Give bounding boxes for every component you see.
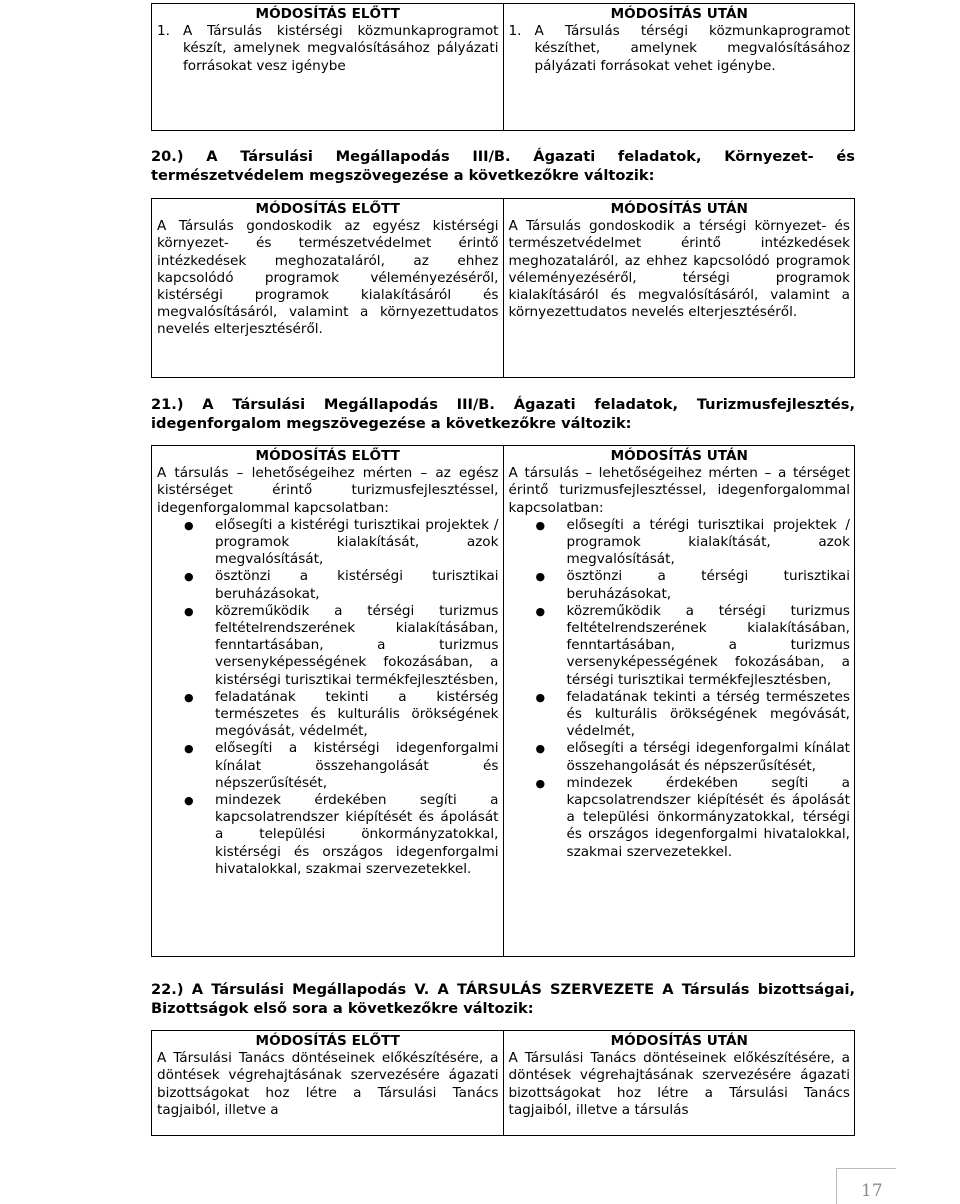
before-cell (152, 446, 504, 957)
after-text: A Társulás térségi közmunkaprogramot készíthet, amelynek megvalósításához pályázati forrásokat vehet igénybe. (534, 23, 850, 74)
bullet-item (157, 689, 499, 741)
bullet-icon: ● (535, 518, 546, 532)
heading-line: 21.) A Társulási Megállapodás III/B. Ágazati feladatok, Turizmusfejlesztés, (151, 396, 855, 413)
bullet-icon: ● (535, 690, 546, 704)
bullet-icon: ● (535, 776, 546, 790)
bullet-icon: ● (535, 570, 546, 584)
heading-line: Bizottságok első sora a következőkre változik: (151, 1000, 534, 1017)
before-text: A Társulás gondoskodik az egyész kistérségi környezet- és természetvédelmet érintő intézkedések meghozataláról, az ehhez kapcsolódó programok véleményezéséről, kistérségi programok kialakításáról és megvalósításáról, valamint a környezettudatos nevelés elterjesztéséről. (157, 218, 499, 338)
bullet-icon: ● (184, 570, 194, 584)
comparison-table-2 (151, 198, 855, 378)
after-cell (503, 4, 855, 131)
bullet-text: feladatának tekinti a térség természetes és kulturális örökségének megóvását, védelmét, (566, 688, 850, 740)
bullet-item (157, 740, 499, 792)
bullet-text: közreműködik a térségi turizmus feltételrendszerének kialakításában, fenntartásában, a turizmus versenyképességének fokozásában, a térségi turisztikai termékfejlesztésben, (566, 602, 850, 688)
bullet-text: ösztönzi a térségi turisztikai beruházásokat, (566, 568, 850, 602)
after-text: A Társulási Tanács döntéseinek előkészítésére, a döntések végrehajtásának szervezésére ágazati bizottságokat hoz létre a Társulási Tanács tagjaiból, illetve a társulás (508, 1050, 850, 1118)
bullet-item (509, 517, 851, 569)
before-text: A Társulás kistérségi közmunkaprogramot készít, amelynek megvalósításához pályázati forrásokat vesz igénybe (183, 23, 499, 74)
bullet-item (509, 603, 851, 689)
after-header: MÓDOSÍTÁS UTÁN (610, 1033, 748, 1049)
before-cell (152, 4, 504, 131)
bullet-item (157, 792, 499, 878)
after-cell (503, 1031, 855, 1136)
before-header: MÓDOSÍTÁS ELŐTT (255, 448, 400, 464)
heading-line: idegenforgalom megszövegezése a következőkre változik: (151, 415, 632, 432)
bullet-text: mindezek érdekében segíti a kapcsolatrendszer kiépítését és ápolását a települési önkormányzatokkal, kistérségi és országos idegenforgalmi hivatalokkal, szakmai szervezetekkel. (215, 792, 499, 877)
bullet-icon: ● (535, 604, 546, 618)
heading-line: természetvédelem megszövegezése a következőkre változik: (151, 167, 655, 184)
section-heading-21 (151, 395, 855, 433)
comparison-table-1 (151, 3, 855, 131)
bullet-text: feladatának tekinti a kistérség természetes és kulturális örökségének megóvását, védelmét, (215, 688, 499, 740)
bullet-item (509, 689, 851, 741)
item-number: 1. (157, 23, 170, 40)
before-cell (152, 1031, 504, 1136)
after-cell (503, 199, 855, 378)
after-cell (503, 446, 855, 957)
comparison-table-3 (151, 445, 855, 957)
before-cell (152, 199, 504, 378)
after-header: MÓDOSÍTÁS UTÁN (610, 6, 748, 22)
after-intro: A társulás – lehetőségeihez mérten – a térséget érintő turizmusfejlesztéssel, idegenforgalommal kapcsolatban: (508, 465, 850, 516)
bullet-item (157, 568, 499, 602)
bullet-icon: ● (184, 794, 194, 808)
bullet-text: elősegíti a kistérégi turisztikai projektek / programok kialakítását, azok megvalósítását, (215, 516, 499, 568)
after-text: A Társulás gondoskodik a térségi környezet- és természetvédelmet érintő intézkedések meghozataláról, az ehhez kapcsolódó programok véleményezéséről, térségi programok kialakításáról és megvalósításáról, valamint a környezettudatos nevelés elterjesztéséről. (508, 218, 850, 321)
bullet-text: elősegíti a térségi idegenforgalmi kínálat összehangolását és népszerűsítését, (566, 740, 850, 774)
bullet-text: elősegíti a kistérségi idegenforgalmi kínálat összehangolását és népszerűsítését, (215, 740, 499, 791)
bullet-icon: ● (184, 690, 194, 704)
comparison-table-4 (151, 1030, 855, 1136)
before-header: MÓDOSÍTÁS ELŐTT (255, 1033, 400, 1049)
before-text: A Társulási Tanács döntéseinek előkészítésére, a döntések végrehajtásának szervezésére ágazati bizottságokat hoz létre a Társulási Tanács tagjaiból, illetve a (157, 1050, 499, 1118)
section-heading-22 (151, 980, 855, 1018)
before-intro: A társulás – lehetőségeihez mérten – az egész kistérséget érintő turizmusfejlesztéssel, idegenforgalommal kapcsolatban: (157, 465, 499, 516)
bullet-icon: ● (184, 742, 194, 756)
bullet-item (509, 740, 851, 774)
before-header: MÓDOSÍTÁS ELŐTT (255, 6, 400, 22)
page-number: 17 (836, 1168, 896, 1204)
bullet-item (157, 517, 499, 569)
before-header: MÓDOSÍTÁS ELŐTT (255, 201, 400, 217)
bullet-icon: ● (184, 604, 194, 618)
bullet-item (509, 568, 851, 602)
section-heading-20 (151, 147, 855, 185)
heading-line: 20.) A Társulási Megállapodás III/B. Ágazati feladatok, Környezet- és (151, 148, 855, 165)
bullet-item (157, 603, 499, 689)
bullet-item (509, 775, 851, 861)
bullet-text: mindezek érdekében segíti a kapcsolatrendszer kiépítését és ápolását a települési önkormányzatokkal, térségi és országos idegenforgalmi hivatalokkal, szakmai szervezetekkel. (566, 774, 850, 860)
bullet-text: közreműködik a térségi turizmus feltételrendszerének kialakításában, fenntartásában, a turizmus versenyképességének fokozásában, a kistérségi turisztikai termékfejlesztésben, (215, 602, 499, 688)
bullet-text: elősegíti a térégi turisztikai projektek / programok kialakítását, azok megvalósítását, (566, 516, 850, 568)
after-bullet-list (509, 517, 851, 861)
heading-line: 22.) A Társulási Megállapodás V. A TÁRSULÁS SZERVEZETE A Társulás bizottságai, (151, 981, 855, 998)
before-bullet-list (157, 517, 499, 878)
bullet-icon: ● (184, 518, 194, 532)
after-header: MÓDOSÍTÁS UTÁN (610, 201, 748, 217)
after-header: MÓDOSÍTÁS UTÁN (610, 448, 748, 464)
bullet-icon: ● (535, 742, 546, 756)
item-number: 1. (508, 23, 522, 40)
bullet-text: ösztönzi a kistérségi turisztikai beruházásokat, (215, 568, 499, 602)
